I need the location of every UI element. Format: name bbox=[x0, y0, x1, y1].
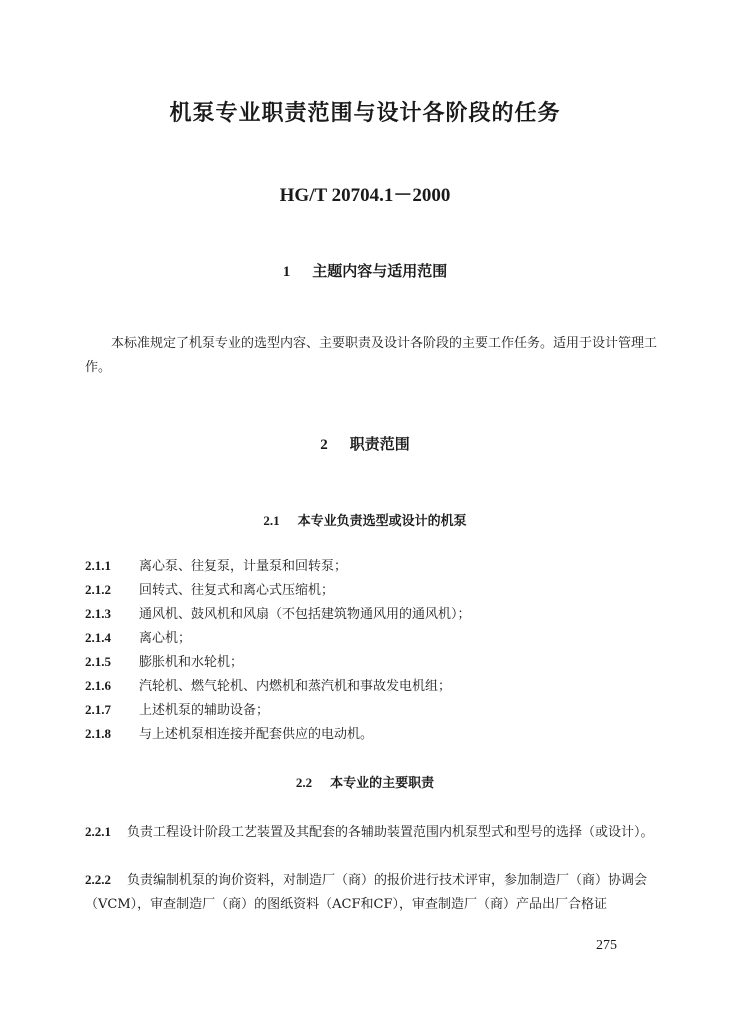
page-number: 275 bbox=[596, 938, 617, 953]
list-item bbox=[85, 580, 334, 601]
subsection-2-1-title: 本专业负责选型或设计的机泵 bbox=[297, 514, 467, 529]
item-text: 膨胀机和水轮机； bbox=[139, 655, 244, 670]
item-text: 离心泵、往复泵，计量泵和回转泵； bbox=[139, 559, 348, 574]
clause-number: 2.2.2 bbox=[85, 872, 111, 887]
subsection-2-1-heading bbox=[0, 510, 730, 529]
document-title: 机泵专业职责范围与设计各阶段的任务 bbox=[169, 101, 561, 126]
section-2-number: 2 bbox=[320, 437, 328, 453]
section-1-text: 本标准规定了机泵专业的选型内容、主要职责及设计各阶段的主要工作任务。适用于设计管理工作。 bbox=[85, 336, 658, 375]
item-text: 通风机、鼓风机和风扇（不包括建筑物通风用的通风机）； bbox=[139, 607, 471, 622]
subsection-2-2-number: 2.2 bbox=[295, 775, 313, 790]
item-number: 2.1.3 bbox=[85, 606, 111, 621]
section-1-number: 1 bbox=[282, 264, 291, 280]
item-text: 上述机泵的辅助设备； bbox=[139, 703, 270, 718]
subsection-2-2-heading bbox=[0, 772, 730, 791]
item-text: 回转式、往复式和离心式压缩机； bbox=[139, 583, 335, 598]
clause-2-2-1 bbox=[85, 820, 665, 845]
section-2-heading bbox=[0, 433, 730, 454]
clause-2-2-2 bbox=[85, 868, 665, 917]
item-text: 汽轮机、燃气轮机、内燃机和蒸汽机和事故发电机组； bbox=[139, 679, 452, 694]
list-item bbox=[85, 556, 347, 577]
item-number: 2.1.1 bbox=[85, 558, 111, 573]
item-number: 2.1.2 bbox=[85, 582, 111, 597]
list-item bbox=[85, 604, 471, 625]
standard-number: HG/T 20704.1－2000 bbox=[279, 185, 451, 206]
list-item bbox=[85, 676, 451, 697]
item-number: 2.1.4 bbox=[85, 630, 111, 645]
clause-text: 负责编制机泵的询价资料，对制造厂（商）的报价进行技术评审，参加制造厂（商）协调会（VCM），审查制造厂（商）的图纸资料（ACF和CF），审查制造厂（商）产品出厂合格证 bbox=[85, 873, 648, 912]
item-text: 与上述机泵相连接并配套供应的电动机。 bbox=[139, 727, 374, 742]
clause-number: 2.2.1 bbox=[85, 824, 111, 839]
list-item bbox=[85, 628, 191, 649]
item-number: 2.1.8 bbox=[85, 726, 111, 741]
section-1-heading bbox=[0, 260, 730, 281]
subsection-2-2-title: 本专业的主要职责 bbox=[330, 776, 435, 791]
section-1-title: 主题内容与适用范围 bbox=[312, 262, 448, 280]
subsection-2-1-number: 2.1 bbox=[263, 513, 280, 528]
item-number: 2.1.7 bbox=[85, 702, 111, 717]
section-2-title: 职责范围 bbox=[349, 435, 410, 453]
item-number: 2.1.6 bbox=[85, 678, 111, 693]
item-text: 离心机； bbox=[139, 631, 192, 646]
list-item bbox=[85, 700, 269, 721]
list-item bbox=[85, 652, 243, 673]
section-1-paragraph bbox=[85, 332, 665, 380]
item-number: 2.1.5 bbox=[85, 654, 111, 669]
clause-text: 负责工程设计阶段工艺装置及其配套的各辅助装置范围内机泵型式和型号的选择（或设计）。 bbox=[127, 825, 654, 840]
list-item bbox=[85, 724, 373, 745]
